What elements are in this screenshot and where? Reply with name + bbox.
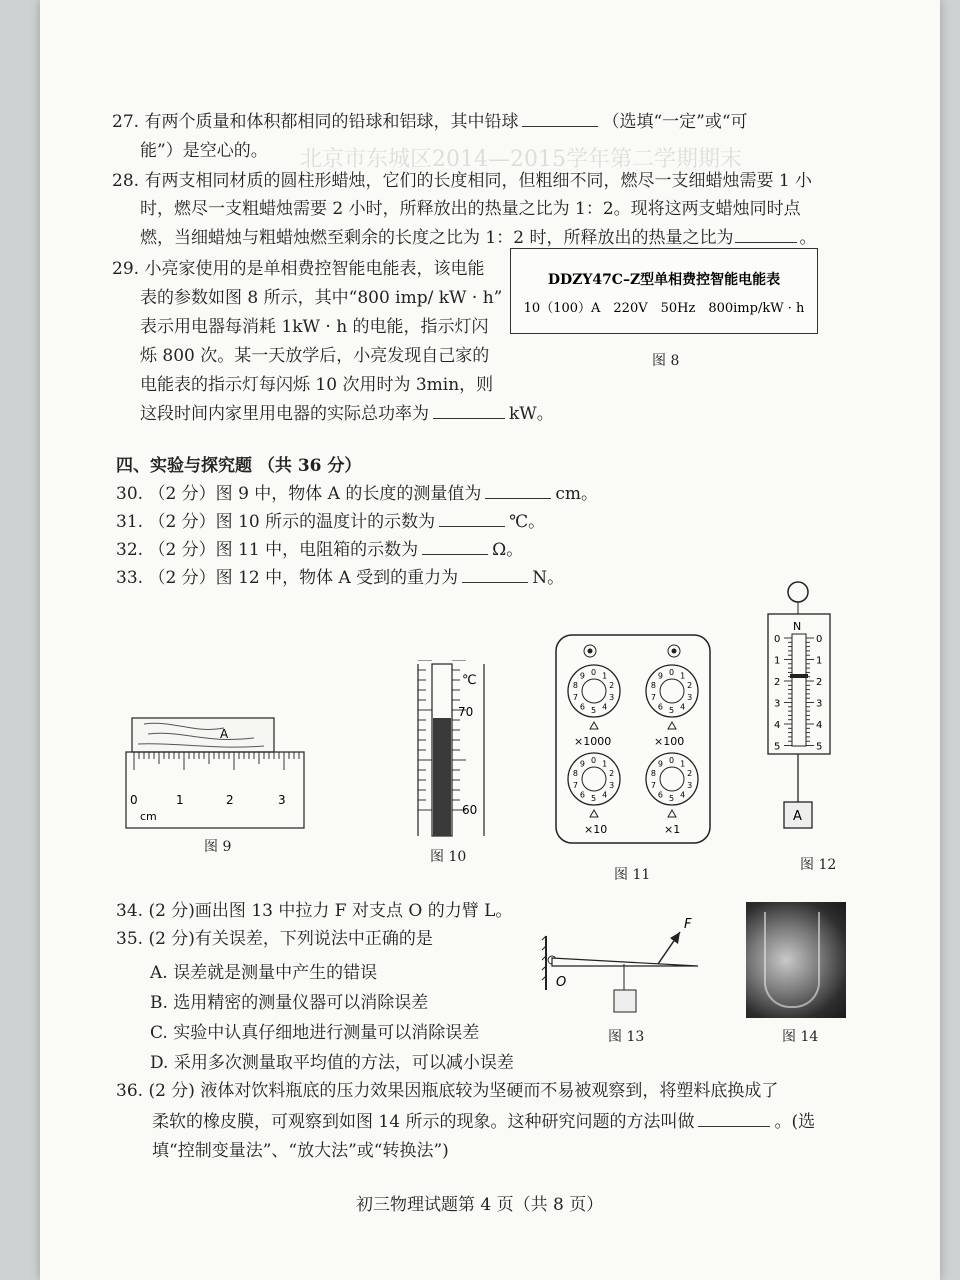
scale-tick-label: 1 bbox=[774, 655, 781, 667]
weight-label: A bbox=[793, 809, 802, 824]
figure-12-caption: 图 12 bbox=[800, 857, 837, 873]
question-36-line2: 柔软的橡皮膜，可观察到如图 14 所示的现象。这种研究问题的方法叫做 。(选 bbox=[152, 1112, 816, 1132]
dial-digit: 0 bbox=[591, 668, 597, 677]
answer-blank-30[interactable] bbox=[485, 482, 551, 499]
option-b[interactable]: B. 选用精密的测量仪器可以消除误差 bbox=[150, 993, 429, 1013]
dial-digit: 8 bbox=[572, 681, 579, 691]
tick-70: 70 bbox=[458, 705, 474, 719]
question-28-line3: 燃，当细蜡烛与粗蜡烛燃至剩余的长度之比为 1：2 时，所释放出的热量之比为 。 bbox=[140, 228, 817, 248]
figure-9-caption: 图 9 bbox=[204, 839, 232, 855]
dial-digit: 3 bbox=[687, 692, 693, 702]
dial-digit: 3 bbox=[609, 780, 615, 790]
option-c[interactable]: C. 实验中认真仔细地进行测量可以消除误差 bbox=[150, 1023, 480, 1043]
figure-12-spring-scale bbox=[760, 578, 844, 856]
figure-8-caption: 图 8 bbox=[652, 353, 680, 369]
pivot-o-label: O bbox=[556, 975, 567, 990]
question-34: 34. (2 分)画出图 13 中拉力 F 对支点 O 的力臂 L。 bbox=[116, 901, 513, 921]
page-footer: 初三物理试题第 4 页（共 8 页） bbox=[356, 1195, 604, 1215]
question-29-line2: 表的参数如图 8 所示，其中“800 imp/ kW · h” bbox=[140, 288, 503, 308]
dial-digit: 9 bbox=[657, 759, 663, 769]
question-29-line5: 电能表的指示灯每闪烁 10 次用时为 3min，则 bbox=[140, 375, 494, 395]
dial-digit: 3 bbox=[687, 780, 693, 790]
dial-digit: 1 bbox=[680, 671, 686, 681]
ruler-tick-label-0: 0 bbox=[130, 793, 138, 807]
scale-tick-label: 1 bbox=[816, 655, 823, 667]
lever-bar bbox=[552, 958, 698, 966]
dial-digit: 4 bbox=[680, 790, 686, 800]
answer-blank-33[interactable] bbox=[462, 566, 528, 583]
dial-digit: 7 bbox=[572, 692, 579, 702]
figure-9-ruler bbox=[124, 712, 310, 834]
dial-digit: 5 bbox=[591, 794, 597, 803]
answer-blank-28[interactable] bbox=[735, 226, 797, 243]
dial-digit: 6 bbox=[657, 790, 663, 800]
scale-tick-label: 0 bbox=[816, 634, 823, 645]
question-29-line1: 29. 小亮家使用的是单相费控智能电能表，该电能 bbox=[112, 259, 485, 279]
figure-11-caption: 图 11 bbox=[614, 867, 651, 883]
dial-digit: 8 bbox=[650, 769, 657, 779]
multiplier-100: ×100 bbox=[654, 735, 685, 748]
dial-digit: 7 bbox=[650, 692, 657, 702]
ruler-unit: cm bbox=[140, 810, 157, 823]
scale-tick-label: 0 bbox=[774, 634, 781, 645]
dial-digit: 0 bbox=[591, 756, 597, 765]
question-28-line1: 28. 有两支相同材质的圆柱形蜡烛，它们的长度相同，但粗细不同，燃尽一支细蜡烛需要 1 小 bbox=[112, 171, 813, 191]
scale-pointer bbox=[790, 674, 808, 678]
answer-blank-27[interactable] bbox=[522, 110, 598, 127]
bleed-through-text: 北京市东城区2014—2015学年第二学期期末 bbox=[300, 147, 742, 172]
figure-14-caption: 图 14 bbox=[782, 1029, 819, 1045]
multiplier-1000: ×1000 bbox=[574, 735, 612, 748]
ruler-ticks bbox=[134, 752, 304, 770]
dial-digit: 7 bbox=[650, 780, 657, 790]
dial-digit: 4 bbox=[602, 790, 608, 800]
scale-tick-label: 5 bbox=[774, 741, 781, 753]
ruler-tick-label-2: 2 bbox=[226, 793, 234, 807]
question-29-line3: 表示用电器每消耗 1kW · h 的电能，指示灯闪 bbox=[140, 317, 489, 337]
question-30: 30. （2 分）图 9 中，物体 A 的长度的测量值为 cm。 bbox=[116, 484, 599, 504]
scale-tick-label: 4 bbox=[774, 720, 781, 731]
dial-digit: 1 bbox=[602, 759, 608, 769]
question-36-line1: 36. (2 分) 液体对饮料瓶底的压力效果因瓶底较为坚硬而不易被观察到，将塑料底换成了 bbox=[116, 1081, 779, 1101]
figure-14-photo bbox=[746, 902, 846, 1018]
dial-digit: 8 bbox=[650, 681, 657, 691]
question-29-line6: 这段时间内家里用电器的实际总功率为 kW。 bbox=[140, 404, 554, 424]
dial-digit: 1 bbox=[680, 759, 686, 769]
liquid-column bbox=[433, 718, 451, 836]
figure-13-lever bbox=[540, 910, 710, 1020]
dial-digit: 5 bbox=[669, 706, 675, 715]
option-d[interactable]: D. 采用多次测量取平均值的方法，可以减小误差 bbox=[150, 1053, 514, 1073]
force-f-label: F bbox=[684, 917, 692, 932]
dial-digit: 4 bbox=[602, 702, 608, 712]
hanging-weight bbox=[614, 990, 636, 1012]
question-27-line1: 27. 有两个质量和体积都相同的铅球和铝球，其中铅球 （选填“一定”或“可 bbox=[112, 112, 748, 132]
ruler-tick-label-3: 3 bbox=[278, 793, 286, 807]
scale-tick-label: 5 bbox=[816, 741, 823, 753]
answer-blank-36[interactable] bbox=[698, 1110, 770, 1127]
dial-digit: 0 bbox=[669, 756, 675, 765]
figure-10-caption: 图 10 bbox=[430, 849, 467, 865]
figure-10-thermometer bbox=[402, 660, 492, 840]
meter-nameplate bbox=[510, 248, 818, 334]
scale-tick-label: 3 bbox=[816, 698, 823, 710]
answer-blank-29[interactable] bbox=[433, 402, 505, 419]
tick-60: 60 bbox=[462, 803, 478, 817]
thermometer-unit: ℃ bbox=[462, 673, 477, 688]
meter-model: DDZY47C–Z型单相费控智能电能表 bbox=[547, 272, 781, 288]
question-33: 33. （2 分）图 12 中，物体 A 受到的重力为 N。 bbox=[116, 568, 565, 588]
dial-digit: 6 bbox=[657, 702, 663, 712]
question-35-stem: 35. (2 分)有关误差，下列说法中正确的是 bbox=[116, 929, 433, 949]
multiplier-1: ×1 bbox=[664, 823, 681, 836]
dial-digit: 8 bbox=[572, 769, 579, 779]
meter-params: 10（100）A 220V 50Hz 800imp/kW · h bbox=[523, 301, 805, 316]
question-28-line2: 时，燃尽一支粗蜡烛需要 2 小时，所释放出的热量之比为 1：2。现将这两支蜡烛同时点 bbox=[140, 199, 801, 219]
dial-digit: 2 bbox=[609, 769, 615, 779]
question-36-line3: 填“控制变量法”、“放大法”或“转换法”) bbox=[152, 1141, 449, 1161]
dial-digit: 6 bbox=[579, 702, 585, 712]
dial-digit: 2 bbox=[609, 681, 615, 691]
dial-digit: 5 bbox=[591, 706, 597, 715]
answer-blank-31[interactable] bbox=[439, 510, 505, 527]
question-29-line4: 烁 800 次。某一天放学后，小亮发现自己家的 bbox=[140, 346, 490, 366]
answer-blank-32[interactable] bbox=[422, 538, 488, 555]
section-4-heading: 四、实验与探究题 （共 36 分） bbox=[116, 456, 362, 476]
object-a-label: A bbox=[220, 727, 229, 741]
dial-digit: 2 bbox=[687, 769, 693, 779]
ruler-tick-label-1: 1 bbox=[176, 793, 184, 807]
question-31: 31. （2 分）图 10 所示的温度计的示数为 ℃。 bbox=[116, 512, 546, 532]
dial-digit: 0 bbox=[669, 668, 675, 677]
dial-digit: 9 bbox=[657, 671, 663, 681]
dial-digit: 3 bbox=[609, 692, 615, 702]
question-27-line2: 能”）是空心的。 bbox=[140, 141, 268, 161]
figure-11-resistance-box bbox=[554, 633, 714, 847]
scale-tick-label: 2 bbox=[774, 677, 781, 688]
dial-digit: 5 bbox=[669, 794, 675, 803]
dial-digit: 7 bbox=[572, 780, 579, 790]
scale-unit: N bbox=[793, 620, 802, 633]
question-32: 32. （2 分）图 11 中，电阻箱的示数为 Ω。 bbox=[116, 540, 524, 560]
dial-digit: 9 bbox=[579, 671, 585, 681]
figure-13-caption: 图 13 bbox=[608, 1029, 645, 1045]
multiplier-10: ×10 bbox=[584, 823, 608, 836]
dial-digit: 6 bbox=[579, 790, 585, 800]
bottle-outline bbox=[764, 912, 820, 1008]
scale-tick-label: 2 bbox=[816, 677, 823, 688]
dial-digit: 1 bbox=[602, 671, 608, 681]
dial-digit: 4 bbox=[680, 702, 686, 712]
scale-tick-label: 4 bbox=[816, 720, 823, 731]
dial-digit: 9 bbox=[579, 759, 585, 769]
dial-digit: 2 bbox=[687, 681, 693, 691]
scale-tick-label: 3 bbox=[774, 698, 781, 710]
option-a[interactable]: A. 误差就是测量中产生的错误 bbox=[150, 963, 378, 983]
